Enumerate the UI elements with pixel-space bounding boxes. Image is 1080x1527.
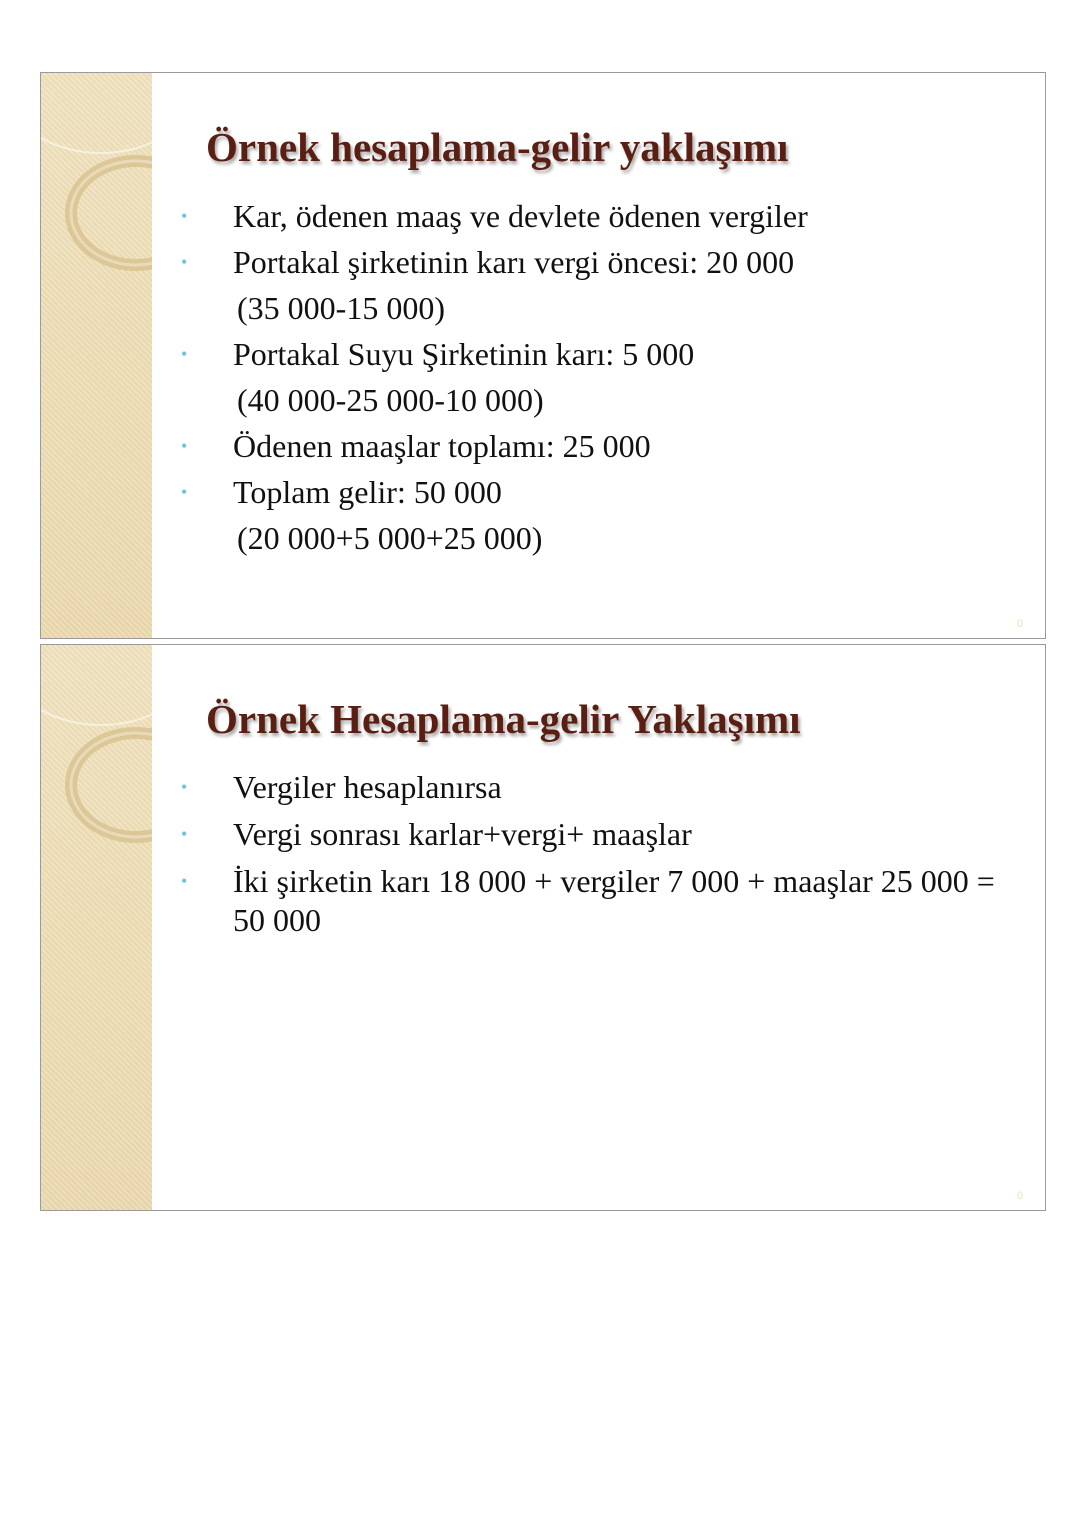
list-item-text: Portakal Suyu Şirketinin karı: 5 000 (233, 336, 695, 372)
list-item-text: (20 000+5 000+25 000) (237, 520, 543, 556)
list-item-continuation (181, 519, 1021, 557)
bullet-icon: • (181, 871, 188, 891)
bullet-icon: • (181, 824, 188, 844)
list-item-continuation (181, 381, 1021, 419)
slide-number: 0 (1016, 618, 1023, 630)
list-item-continuation (181, 289, 1021, 327)
bullet-icon: • (181, 436, 188, 456)
list-item (181, 862, 1021, 940)
decorative-side-band (41, 73, 152, 638)
slide-1 (40, 72, 1046, 639)
list-item-text: İki şirketin karı 18 000 + vergiler 7 000 + maaşlar 25 000 = 50 000 (233, 863, 995, 938)
list-item (181, 335, 1021, 373)
list-item (181, 243, 1021, 281)
list-item-text: Ödenen maaşlar toplamı: 25 000 (233, 428, 651, 464)
bullet-list (181, 768, 1021, 948)
bullet-icon: • (181, 344, 188, 364)
bullet-icon: • (181, 777, 188, 797)
ring-decoration-icon (41, 73, 152, 273)
list-item-text: Vergi sonrası karlar+vergi+ maaşlar (233, 816, 692, 852)
list-item (181, 768, 1021, 807)
list-item-text: Portakal şirketinin karı vergi öncesi: 20 000 (233, 244, 795, 280)
list-item-text: Vergiler hesaplanırsa (233, 769, 502, 805)
bullet-icon: • (181, 252, 188, 272)
ring-decoration-icon (41, 645, 152, 845)
decorative-side-band (41, 645, 152, 1210)
slide-title: Örnek Hesaplama-gelir Yaklaşımı (206, 696, 801, 742)
list-item-text: (40 000-25 000-10 000) (237, 382, 544, 418)
list-item (181, 473, 1021, 511)
slide-2 (40, 644, 1046, 1211)
list-item (181, 197, 1021, 235)
list-item-text: (35 000-15 000) (237, 290, 445, 326)
slide-title: Örnek hesaplama-gelir yaklaşımı (206, 124, 789, 170)
list-item-text: Toplam gelir: 50 000 (233, 474, 502, 510)
bullet-list (181, 197, 1021, 565)
slide-number: 0 (1016, 1190, 1023, 1202)
list-item-text: Kar, ödenen maaş ve devlete ödenen vergiler (233, 198, 808, 234)
bullet-icon: • (181, 482, 188, 502)
list-item (181, 427, 1021, 465)
list-item (181, 815, 1021, 854)
bullet-icon: • (181, 206, 188, 226)
